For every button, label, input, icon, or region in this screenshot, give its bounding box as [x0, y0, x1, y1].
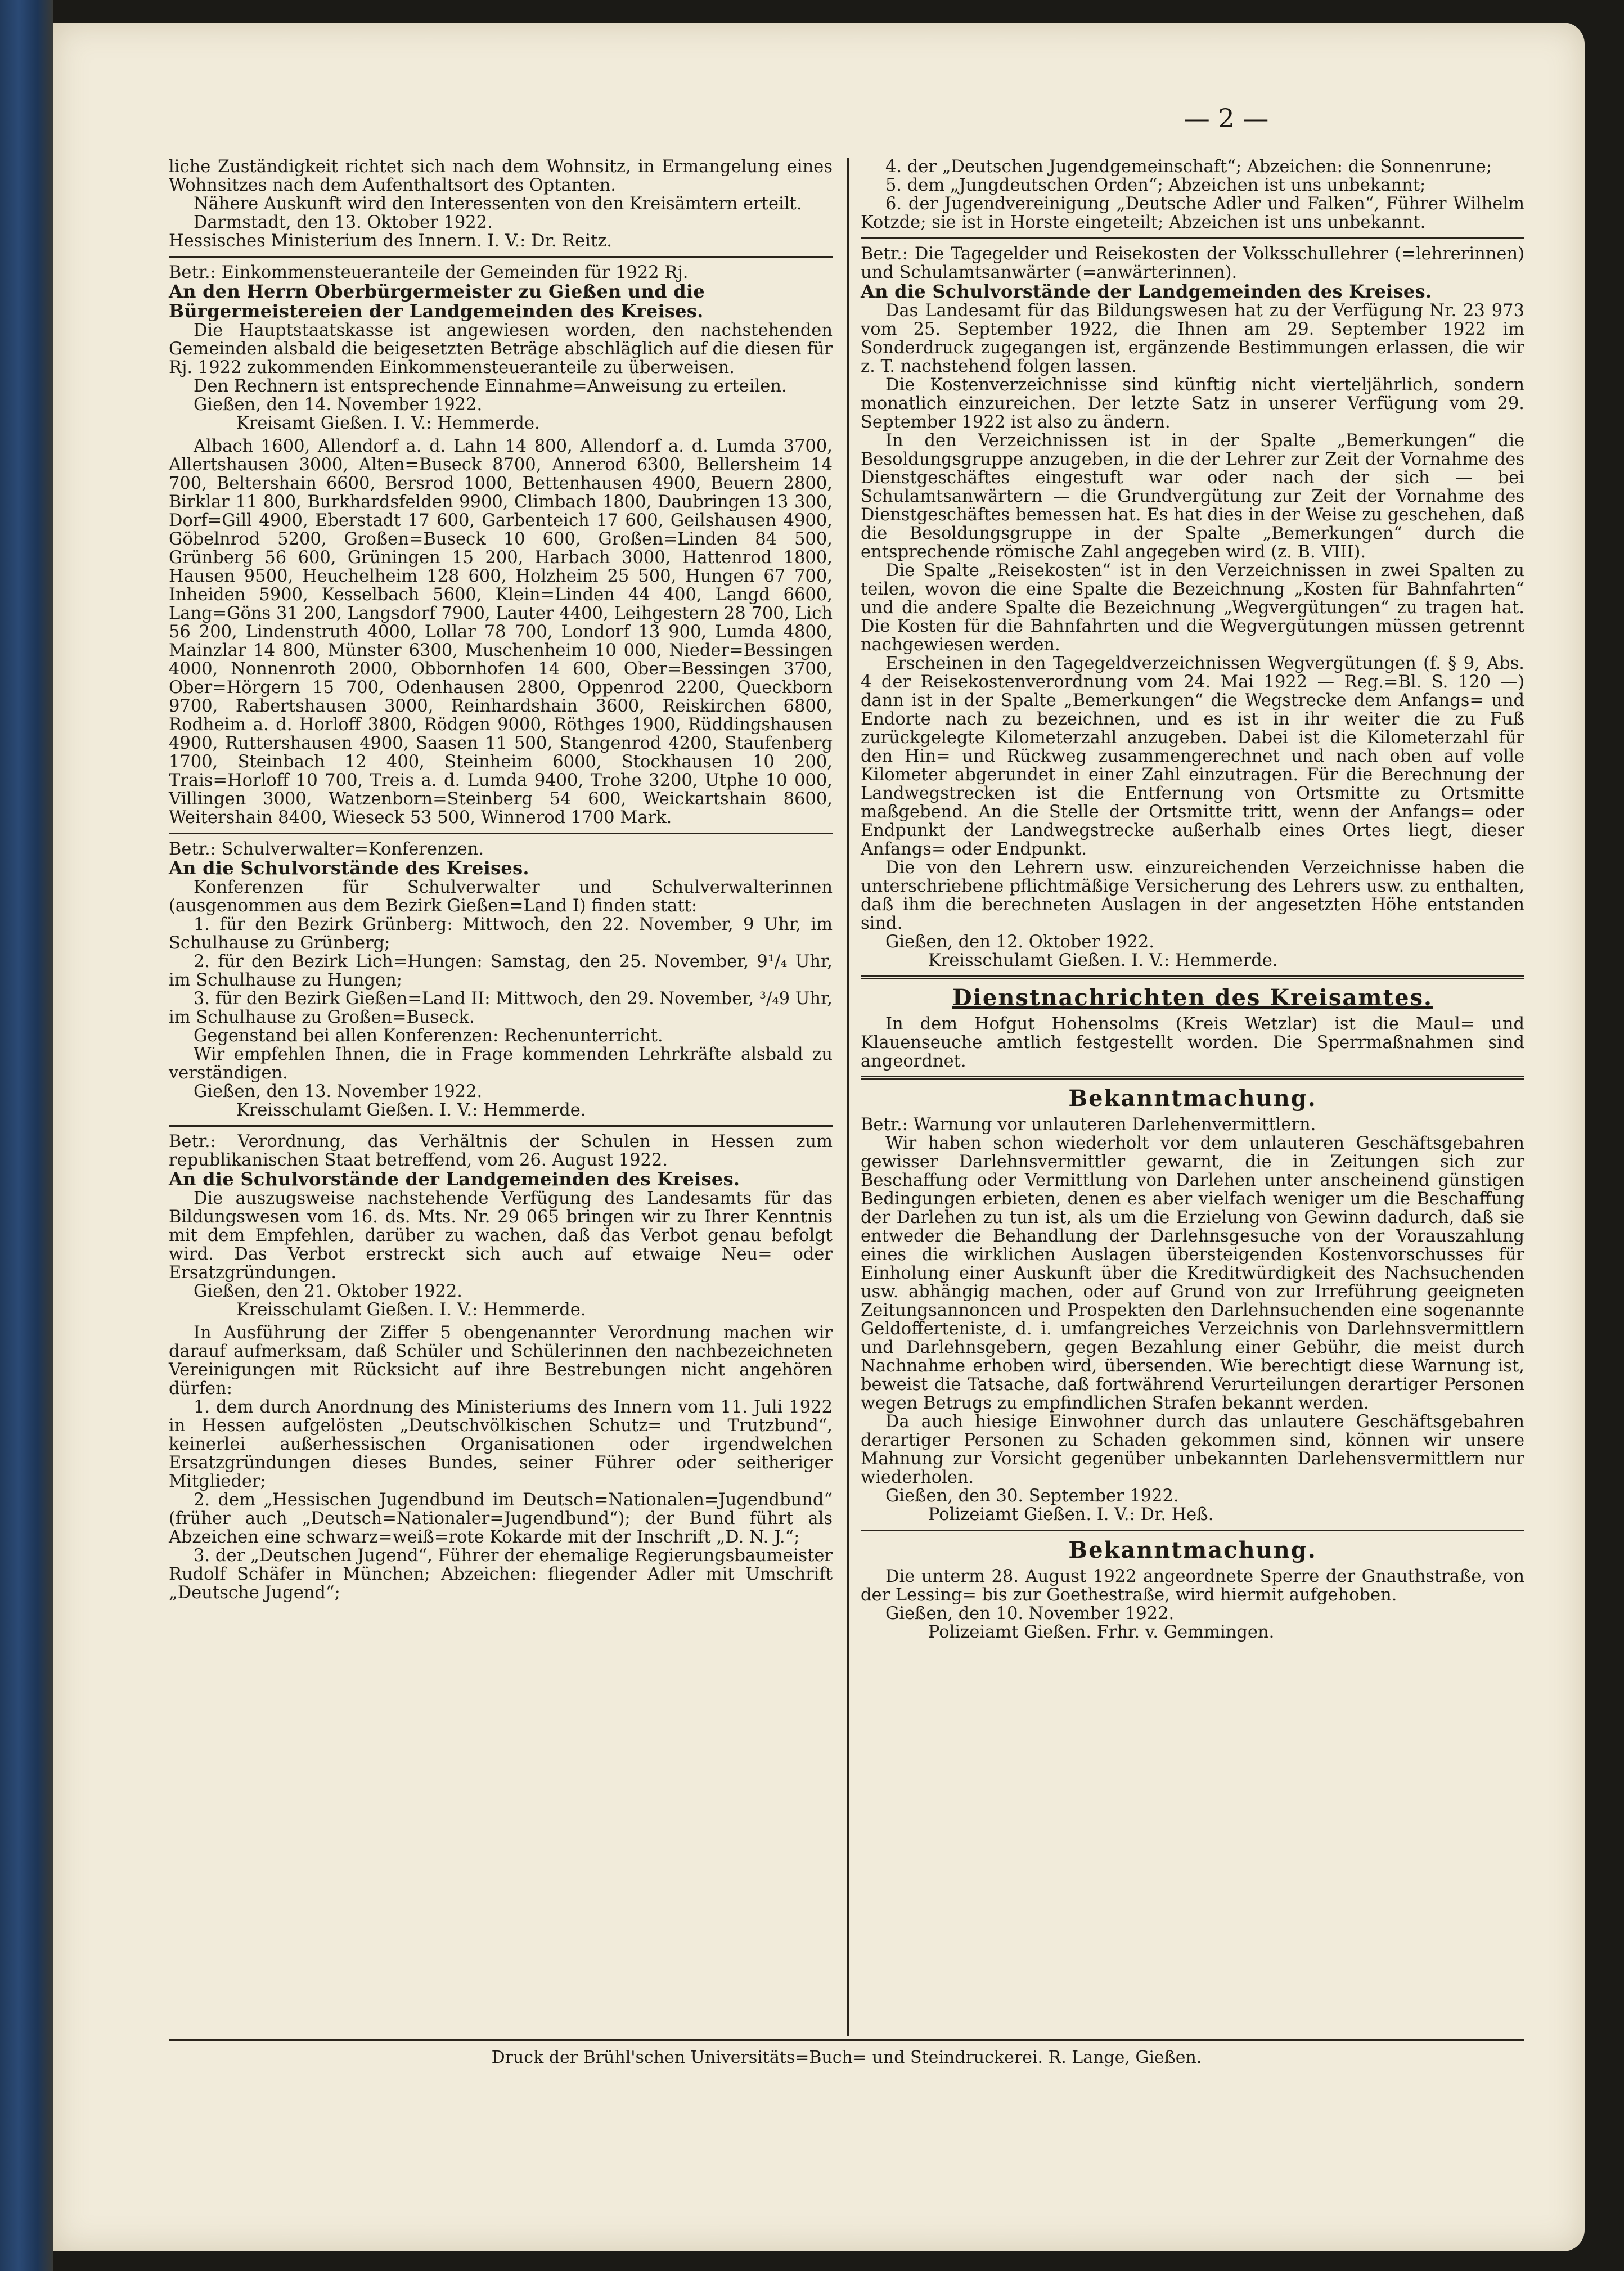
intro-text: Nähere Auskunft wird den Interessenten von den Kreisämtern erteilt. — [194, 194, 802, 214]
column-divider — [847, 158, 849, 2036]
list-item: 4. der „Deutschen Jugendgemeinschaft“; Abzeichen: die Sonnenrune; — [885, 157, 1492, 177]
addressee-heading: An den Herrn Oberbürgermeister zu Gießen und die Bürgermeistereien der Landgemeinden des Kreises. — [169, 281, 705, 322]
left-column — [169, 158, 833, 2036]
signature: Polizeiamt Gießen. Frhr. v. Gemmingen. — [928, 1622, 1275, 1642]
paragraph: Wir empfehlen Ihnen, die in Frage kommenden Lehrkräfte alsbald zu verständigen. — [169, 1045, 833, 1083]
section-rule — [861, 1530, 1524, 1531]
document-page — [53, 23, 1585, 2251]
list-item: 5. dem „Jungdeutschen Orden“; Abzeichen ist uns unbekannt; — [885, 176, 1426, 195]
subject-line: Betr.: Verordnung, das Verhältnis der Schulen in Hessen zum republikanischen Staat betreffend, vom 26. August 1922. — [169, 1132, 833, 1170]
list-item: 1. dem durch Anordnung des Ministeriums des Innern vom 11. Juli 1922 in Hessen aufgelösten „Deutschvölkischen Schutz= und Trutzbund“, keinerlei außerhessischen Organisationen oder irgendwelchen Ersatzgründungen dieses Bundes, seiner Führer oder seitheriger Mitglieder; — [169, 1397, 833, 1491]
right-column — [861, 158, 1524, 2036]
list-item: 6. der Jugendvereinigung „Deutsche Adler und Falken“, Führer Wilhelm Kotzde; sie ist in Horste eingeteilt; Abzeichen ist uns unbekannt. — [861, 194, 1524, 232]
section-rule — [169, 833, 833, 834]
paragraph: Gegenstand bei allen Konferenzen: Rechenunterricht. — [194, 1026, 663, 1046]
list-item: 2. für den Bezirk Lich=Hungen: Samstag, den 25. November, 9¹/₄ Uhr, im Schulhause zu Hungen; — [169, 952, 833, 990]
section-rule — [169, 256, 833, 258]
section-title: Bekanntmachung. — [1068, 1537, 1317, 1563]
signature: Hessisches Ministerium des Innern. I. V.: Dr. Reitz. — [169, 231, 612, 251]
paragraph: Da auch hiesige Einwohner durch das unlautere Geschäftsgebahren derartiger Personen zu Schaden gekommen sind, können wir unsere Mahnung zur Vorsicht gegenüber unbekannten Darlehensvermittlern nur wiederholen. — [861, 1412, 1524, 1487]
paragraph: Die auszugsweise nachstehende Verfügung des Landesamts für das Bildungswesen vom 16. ds. Mts. Nr. 29 065 bringen wir zu Ihrer Kenntnis mit dem Empfehlen, darüber zu wachen, daß das Verbot genau befolgt wird. Das Verbot erstreckt sich auch auf etwaige Neu= oder Ersatzgründungen. — [169, 1189, 833, 1283]
place-date: Gießen, den 14. November 1922. — [194, 395, 483, 415]
signature: Kreisamt Gießen. I. V.: Hemmerde. — [236, 413, 540, 433]
place-date: Gießen, den 10. November 1922. — [885, 1604, 1175, 1624]
paragraph: Die unterm 28. August 1922 angeordnete Sperre der Gnauthstraße, von der Lessing= bis zur Goethestraße, wird hiermit aufgehoben. — [861, 1567, 1524, 1605]
signature: Kreisschulamt Gießen. I. V.: Hemmerde. — [236, 1300, 586, 1320]
addressee-heading: An die Schulvorstände des Kreises. — [169, 857, 529, 879]
intro-text: liche Zuständigkeit richtet sich nach dem Wohnsitz, in Ermangelung eines Wohnsitzes nach dem Aufenthaltsort des Optanten. — [169, 157, 833, 195]
place-date: Gießen, den 21. Oktober 1922. — [194, 1281, 463, 1301]
printer-imprint: Druck der Brühl'schen Universitäts=Buch= und Steindruckerei. R. Lange, Gießen. — [491, 2048, 1202, 2067]
footer-rule — [169, 2039, 1524, 2041]
addressee-heading: An die Schulvorstände der Landgemeinden des Kreises. — [169, 1168, 740, 1190]
list-item: 3. für den Bezirk Gießen=Land II: Mittwoch, den 29. November, ³/₄9 Uhr, im Schulhause zu Großen=Buseck. — [169, 989, 833, 1027]
section-title: Dienstnachrichten des Kreisamtes. — [952, 984, 1433, 1011]
signature: Kreisschulamt Gießen. I. V.: Hemmerde. — [928, 951, 1278, 970]
amounts-list: Albach 1600, Allendorf a. d. Lahn 14 800, Allendorf a. d. Lumda 3700, Allertshausen 3000, Alten=Buseck 8700, Annerod 6300, Bellersheim 14 700, Beltershain 6600, Bersrod 1000, Bettenhausen 4900, Beuern 2800, Birklar 11 800, Burkhardsfelden 9900, Climbach 1800, Daubringen 13 300, Dorf=Gill 4900, Eberstadt 17 600, Garbenteich 17 600, Geilshausen 4900, Göbelnrod 5200, Großen=Buseck 10 600, Großen=Linden 84 500, Grünberg 56 600, Grüningen 15 200, Harbach 3000, Hattenrod 1800, Hausen 9500, Heuchelheim 128 600, Holzheim 25 500, Hungen 67 700, Inheiden 5900, Kesselbach 5600, Klein=Linden 44 400, Langd 6600, Lang=Göns 31 200, Langsdorf 7900, Lauter 4400, Leihgestern 28 700, Lich 56 200, Lindenstruth 4000, Lollar 78 700, Londorf 13 900, Lumda 4800, Mainzlar 14 800, Münster 6300, Muschenheim 10 000, Nieder=Bessingen 4000, Nonnenroth 2000, Obbornhofen 14 600, Ober=Bessingen 3700, Ober=Hörgern 15 700, Odenhausen 2800, Oppenrod 2200, Queckborn 9700, Rabertshausen 3000, Reinhardshain 3600, Reiskirchen 6800, Rodheim a. d. Horloff 3800, Rödgen 9000, Röthges 1900, Rüddingshausen 4900, Ruttershausen 4900, Saasen 11 500, Stangenrod 4200, Staufenberg 1700, Steinbach 12 400, Steinheim 6000, Stockhausen 10 200, Trais=Horloff 10 700, Treis a. d. Lumda 9400, Trohe 3200, Utphe 10 000, Villingen 3000, Watzenborn=Steinberg 54 600, Weickartshain 8600, Weitershain 8400, Wieseck 53 500, Winnerod 1700 Mark. — [169, 437, 833, 828]
paragraph: In Ausführung der Ziffer 5 obengenannter Verordnung machen wir darauf aufmerksam, daß Schüler und Schülerinnen den nachbezeichneten Vereinigungen mit Rücksicht auf ihre Bestrebungen nicht angehören dürfen: — [169, 1323, 833, 1398]
paragraph: Das Landesamt für das Bildungswesen hat zu der Verfügung Nr. 23 973 vom 25. September 1922, die Ihnen am 29. September 1922 im Sonderdruck zugegangen ist, ergänzende Bestimmungen erlassen, die wir z. T. nachstehend folgen lassen. — [861, 301, 1524, 376]
paragraph: Wir haben schon wiederholt vor dem unlauteren Geschäftsgebahren gewisser Darlehnsvermittler gewarnt, die in Zeitungen sich zur Beschaffung oder Vermittlung von Darlehen unter anscheinend günstigen Bedingungen erbieten, denen es aber vielfach weniger um die Beschaffung der Darlehen zu tun ist, als um die Erzielung von Gewinn dadurch, daß sie entweder die Behandlung der Darlehnsgesuche von der Vorauszahlung eines die wirklichen Auslagen übersteigenden Kostenvorschusses für Einholung einer Auskunft über die Kreditwürdigkeit des Nachsuchenden usw. abhängig machen, oder auf Grund von zur Irreführung geeigneten Zeitungsannoncen und Prospekten den Darlehnsuchenden eine sogenannte Geldofferteniste, d. i. umfangreiches Verzeichnis von Darlehnsvermittlern und Darlehnsgebern, gegen Bezahlung einer Gebühr, die meist durch Nachnahme erhoben wird, übersenden. Wie berechtigt diese Warnung ist, beweist die Tatsache, daß fortwährend Verurteilungen derartiger Personen wegen Betrugs zu empfindlichen Strafen bekannt werden. — [861, 1134, 1524, 1413]
book-binding — [0, 0, 53, 2271]
paragraph: Die von den Lehrern usw. einzureichenden Verzeichnisse haben die unterschriebene pflichtmäßige Versicherung des Lehrers usw. zu enthalten, daß ihm die berechneten Auslagen in der angesetzten Höhe entstanden sind. — [861, 858, 1524, 933]
list-item: 1. für den Bezirk Grünberg: Mittwoch, den 22. November, 9 Uhr, im Schulhause zu Grünberg; — [169, 915, 833, 953]
section-rule — [861, 1076, 1524, 1080]
paragraph: Konferenzen für Schulverwalter und Schulverwalterinnen (ausgenommen aus dem Bezirk Gießen=Land I) finden statt: — [169, 878, 833, 916]
section-rule — [169, 1125, 833, 1127]
columns — [169, 158, 1524, 2036]
section-rule — [861, 975, 1524, 979]
subject-line: Betr.: Die Tagegelder und Reisekosten der Volksschullehrer (=lehrerinnen) und Schulamtsanwärter (=anwärterinnen). — [861, 244, 1524, 282]
place-date: Gießen, den 13. November 1922. — [194, 1082, 483, 1101]
list-item: 2. dem „Hessischen Jugendbund im Deutsch=Nationalen=Jugendbund“ (früher auch „Deutsch=Nationaler=Jugendbund“); der Bund führt als Abzeichen eine schwarz=weiß=rote Kokarde mit der Inschrift „D. N. J.“; — [169, 1490, 833, 1547]
addressee-heading: An die Schulvorstände der Landgemeinden des Kreises. — [861, 281, 1432, 302]
signature: Polizeiamt Gießen. I. V.: Dr. Heß. — [928, 1505, 1214, 1525]
place-date: Darmstadt, den 13. Oktober 1922. — [194, 213, 493, 232]
paragraph: Die Kostenverzeichnisse sind künftig nicht vierteljährlich, sondern monatlich einzureichen. Der letzte Satz in unserer Verfügung vom 29. September 1922 ist also zu ändern. — [861, 375, 1524, 432]
paragraph: In dem Hofgut Hohensolms (Kreis Wetzlar) ist die Maul= und Klauenseuche amtlich festgestellt worden. Die Sperrmaßnahmen sind angeordnet. — [861, 1014, 1524, 1071]
paragraph: Den Rechnern ist entsprechende Einnahme=Anweisung zu erteilen. — [194, 376, 787, 396]
list-item: 3. der „Deutschen Jugend“, Führer der ehemalige Regierungsbaumeister Rudolf Schäfer in München; Abzeichen: fliegender Adler mit Umschrift „Deutsche Jugend“; — [169, 1546, 833, 1603]
section-rule — [861, 237, 1524, 239]
paragraph: Die Spalte „Reisekosten“ ist in den Verzeichnissen in zwei Spalten zu teilen, wovon die eine Spalte die Bezeichnung „Kosten für Bahnfahrten“ und die andere Spalte die Bezeichnung „Wegvergütungen“ zu tragen hat. Die Kosten für die Bahnfahrten und die Wegvergütungen müssen getrennt nachgewiesen werden. — [861, 561, 1524, 655]
page-number: — 2 — — [1184, 103, 1269, 133]
place-date: Gießen, den 12. Oktober 1922. — [885, 932, 1155, 952]
subject-line: Betr.: Warnung vor unlauteren Darlehenvermittlern. — [861, 1115, 1316, 1135]
signature: Kreisschulamt Gießen. I. V.: Hemmerde. — [236, 1100, 586, 1120]
section-title: Bekanntmachung. — [1068, 1085, 1317, 1112]
paragraph: Erscheinen in den Tagegeldverzeichnissen Wegvergütungen (f. § 9, Abs. 4 der Reisekostenverordnung vom 24. Mai 1922 — Reg.=Bl. S. 120 —) dann ist in der Spalte „Bemerkungen“ die Wegstrecke dem Anfangs= und Endorte nach zu bezeichnen, und es ist in ihr weiter die zu Fuß zurückgelegte Kilometerzahl anzugeben. Dabei ist die Kilometerzahl für den Hin= und Rückweg zusammengerechnet und nach oben auf volle Kilometer abgerundet in einer Zahl einzutragen. Für die Berechnung der Landwegstrecken ist die Entfernung von Ortsmitte zu Ortsmitte maßgebend. An die Stelle der Ortsmitte tritt, wenn der Anfangs= oder Endpunkt der Landwegstrecke außerhalb eines Ortes liegt, dieser Anfangs= oder Endpunkt. — [861, 654, 1524, 859]
paragraph: Die Hauptstaatskasse ist angewiesen worden, den nachstehenden Gemeinden alsbald die beigesetzten Beträge abschläglich auf die diesen für Rj. 1922 zukommenden Einkommensteueranteile zu überweisen. — [169, 321, 833, 377]
place-date: Gießen, den 30. September 1922. — [885, 1486, 1179, 1506]
subject-line: Betr.: Schulverwalter=Konferenzen. — [169, 839, 484, 859]
page-content — [169, 101, 1524, 2087]
subject-line: Betr.: Einkommensteueranteile der Gemeinden für 1922 Rj. — [169, 263, 689, 282]
paragraph: In den Verzeichnissen ist in der Spalte „Bemerkungen“ die Besoldungsgruppe anzugeben, in die der Lehrer zur Zeit der Vornahme des Dienstgeschäftes eingestuft war oder nach der sich — bei Schulamtsanwärtern — die Grundvergütung zur Zeit der Vornahme des Dienstgeschäftes bemessen hat. Es hat dies in der Weise zu geschehen, daß die Besoldungsgruppe in der Spalte „Bemerkungen“ durch die entsprechende römische Zahl angegeben wird (z. B. VIII). — [861, 431, 1524, 562]
